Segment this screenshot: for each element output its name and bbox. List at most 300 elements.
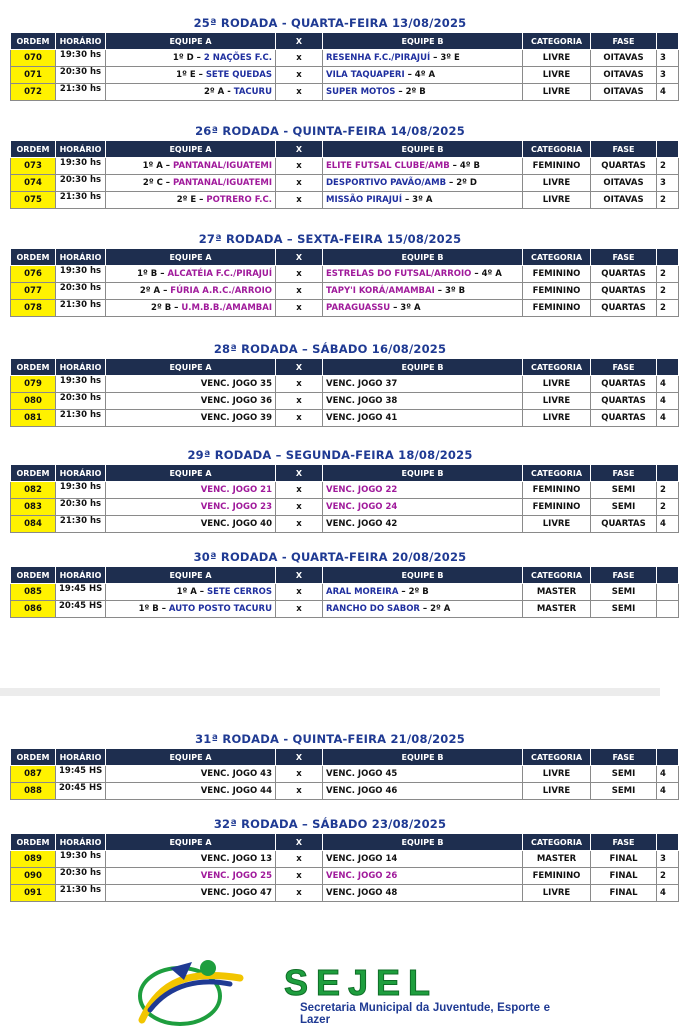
round-26 bbox=[0, 122, 666, 209]
team-a-cell bbox=[106, 266, 276, 283]
team-a-cell bbox=[106, 868, 276, 885]
team-a-name: VENC. JOGO 23 bbox=[200, 502, 272, 512]
game-time: 19:30 hs bbox=[56, 266, 106, 283]
team-a-cell bbox=[106, 499, 276, 516]
game-time: 19:30 hs bbox=[56, 50, 106, 67]
table-row bbox=[11, 499, 679, 516]
team-b-cell bbox=[323, 376, 523, 393]
team-a-cell bbox=[106, 410, 276, 427]
game-number: 084 bbox=[11, 516, 56, 533]
team-a-name: VENC. JOGO 36 bbox=[200, 396, 272, 406]
header-equipe-b: EQUIPE B bbox=[323, 33, 523, 50]
game-phase: FINAL bbox=[591, 851, 657, 868]
team-b-position: – 4º A bbox=[404, 70, 436, 80]
team-b-name: VENC. JOGO 38 bbox=[326, 396, 398, 406]
game-extra: 4 bbox=[657, 410, 679, 427]
team-a-cell bbox=[106, 516, 276, 533]
team-a-position: 1º B – bbox=[137, 269, 168, 279]
table-row bbox=[11, 158, 679, 175]
team-b-name: VENC. JOGO 41 bbox=[326, 413, 398, 423]
game-phase: QUARTAS bbox=[591, 393, 657, 410]
game-category: LIVRE bbox=[523, 393, 591, 410]
header-categoria: CATEGORIA bbox=[523, 465, 591, 482]
game-category: LIVRE bbox=[523, 766, 591, 783]
game-phase: QUARTAS bbox=[591, 376, 657, 393]
table-row bbox=[11, 175, 679, 192]
versus-mark: x bbox=[276, 885, 323, 902]
versus-mark: x bbox=[276, 766, 323, 783]
table-row bbox=[11, 868, 679, 885]
table-row bbox=[11, 300, 679, 317]
team-b-cell bbox=[323, 885, 523, 902]
header-fase: FASE bbox=[591, 249, 657, 266]
round-title: 25ª RODADA - QUARTA-FEIRA 13/08/2025 bbox=[193, 16, 467, 30]
table-row bbox=[11, 410, 679, 427]
header-horario: HORÁRIO bbox=[56, 834, 106, 851]
header-equipe-a: EQUIPE A bbox=[106, 749, 276, 766]
header-equipe-a: EQUIPE A bbox=[106, 359, 276, 376]
team-a-position: 1º A – bbox=[142, 161, 173, 171]
game-extra: 3 bbox=[657, 67, 679, 84]
team-b-name: MISSÃO PIRAJUÍ bbox=[326, 195, 402, 205]
header-equipe-a: EQUIPE A bbox=[106, 141, 276, 158]
table-header-row bbox=[11, 249, 679, 266]
round-title: 27ª RODADA – SEXTA-FEIRA 15/08/2025 bbox=[198, 232, 462, 246]
versus-mark: x bbox=[276, 868, 323, 885]
team-b-position: – 3º A bbox=[390, 303, 421, 313]
header-horario: HORÁRIO bbox=[56, 465, 106, 482]
game-time: 19:30 hs bbox=[56, 158, 106, 175]
team-a-name: VENC. JOGO 47 bbox=[200, 888, 272, 898]
versus-mark: x bbox=[276, 783, 323, 800]
team-b-cell bbox=[323, 300, 523, 317]
team-a-name: VENC. JOGO 13 bbox=[200, 854, 272, 864]
team-b-position: – 4º B bbox=[449, 161, 481, 171]
game-time: 20:30 hs bbox=[56, 67, 106, 84]
team-a-name: VENC. JOGO 35 bbox=[200, 379, 272, 389]
game-number: 082 bbox=[11, 482, 56, 499]
header-x: X bbox=[276, 465, 323, 482]
game-category: LIVRE bbox=[523, 516, 591, 533]
game-number: 070 bbox=[11, 50, 56, 67]
games-table bbox=[10, 833, 679, 902]
game-category: LIVRE bbox=[523, 192, 591, 209]
team-b-cell bbox=[323, 499, 523, 516]
header-ordem: ORDEM bbox=[11, 749, 56, 766]
game-phase: SEMI bbox=[591, 499, 657, 516]
game-phase: SEMI bbox=[591, 783, 657, 800]
game-phase: OITAVAS bbox=[591, 192, 657, 209]
round-title: 30ª RODADA - QUARTA-FEIRA 20/08/2025 bbox=[193, 550, 467, 564]
game-extra: 3 bbox=[657, 851, 679, 868]
game-extra: 2 bbox=[657, 158, 679, 175]
game-time: 19:30 hs bbox=[56, 482, 106, 499]
game-extra: 4 bbox=[657, 376, 679, 393]
versus-mark: x bbox=[276, 851, 323, 868]
table-row bbox=[11, 783, 679, 800]
header-ordem: ORDEM bbox=[11, 249, 56, 266]
team-a-cell bbox=[106, 300, 276, 317]
game-category: LIVRE bbox=[523, 410, 591, 427]
table-row bbox=[11, 766, 679, 783]
team-a-cell bbox=[106, 584, 276, 601]
header-x: X bbox=[276, 141, 323, 158]
header-x: X bbox=[276, 33, 323, 50]
team-b-position: – 2º B bbox=[395, 87, 426, 97]
table-header-row bbox=[11, 141, 679, 158]
header-fase: FASE bbox=[591, 465, 657, 482]
header-categoria: CATEGORIA bbox=[523, 33, 591, 50]
header-equipe-b: EQUIPE B bbox=[323, 834, 523, 851]
header-equipe-b: EQUIPE B bbox=[323, 465, 523, 482]
team-b-cell bbox=[323, 766, 523, 783]
game-number: 090 bbox=[11, 868, 56, 885]
table-header-row bbox=[11, 834, 679, 851]
header-extra bbox=[657, 749, 679, 766]
header-horario: HORÁRIO bbox=[56, 141, 106, 158]
team-b-cell bbox=[323, 410, 523, 427]
game-phase: FINAL bbox=[591, 885, 657, 902]
team-a-cell bbox=[106, 783, 276, 800]
header-fase: FASE bbox=[591, 567, 657, 584]
header-equipe-a: EQUIPE A bbox=[106, 465, 276, 482]
header-equipe-b: EQUIPE B bbox=[323, 749, 523, 766]
game-phase: QUARTAS bbox=[591, 266, 657, 283]
team-b-name: SUPER MOTOS bbox=[326, 87, 396, 97]
team-a-name: ALCATÉIA F.C./PIRAJUÍ bbox=[167, 269, 272, 279]
team-b-name: VENC. JOGO 14 bbox=[326, 854, 398, 864]
round-31 bbox=[0, 730, 666, 800]
team-b-name: VENC. JOGO 22 bbox=[326, 485, 398, 495]
header-x: X bbox=[276, 749, 323, 766]
header-ordem: ORDEM bbox=[11, 834, 56, 851]
team-a-name: 2 NAÇÕES F.C. bbox=[203, 53, 272, 63]
game-time: 19:30 hs bbox=[56, 376, 106, 393]
header-equipe-b: EQUIPE B bbox=[323, 141, 523, 158]
header-x: X bbox=[276, 359, 323, 376]
team-b-cell bbox=[323, 192, 523, 209]
games-table bbox=[10, 566, 679, 618]
versus-mark: x bbox=[276, 283, 323, 300]
game-extra: 4 bbox=[657, 783, 679, 800]
header-extra bbox=[657, 834, 679, 851]
header-categoria: CATEGORIA bbox=[523, 567, 591, 584]
team-b-cell bbox=[323, 266, 523, 283]
team-a-cell bbox=[106, 885, 276, 902]
game-category: LIVRE bbox=[523, 376, 591, 393]
team-a-cell bbox=[106, 158, 276, 175]
round-title: 29ª RODADA – SEGUNDA-FEIRA 18/08/2025 bbox=[187, 448, 473, 462]
team-b-position: – 2º B bbox=[398, 587, 429, 597]
game-category: LIVRE bbox=[523, 783, 591, 800]
team-a-name: POTRERO F.C. bbox=[206, 195, 272, 205]
game-time: 19:30 hs bbox=[56, 851, 106, 868]
team-a-cell bbox=[106, 84, 276, 101]
team-a-position: 1º E – bbox=[176, 70, 206, 80]
header-categoria: CATEGORIA bbox=[523, 249, 591, 266]
header-extra bbox=[657, 567, 679, 584]
table-row bbox=[11, 67, 679, 84]
team-b-cell bbox=[323, 393, 523, 410]
game-number: 076 bbox=[11, 266, 56, 283]
team-a-name: VENC. JOGO 39 bbox=[200, 413, 272, 423]
team-b-name: VENC. JOGO 45 bbox=[326, 769, 398, 779]
header-equipe-a: EQUIPE A bbox=[106, 249, 276, 266]
game-extra: 2 bbox=[657, 283, 679, 300]
game-category: MASTER bbox=[523, 584, 591, 601]
game-category: FEMININO bbox=[523, 158, 591, 175]
game-category: LIVRE bbox=[523, 67, 591, 84]
game-number: 089 bbox=[11, 851, 56, 868]
team-a-cell bbox=[106, 67, 276, 84]
sejel-name: SEJEL bbox=[284, 962, 439, 1003]
game-time: 21:30 hs bbox=[56, 885, 106, 902]
game-phase: SEMI bbox=[591, 766, 657, 783]
sejel-emblem-icon bbox=[130, 950, 260, 1024]
game-extra: 4 bbox=[657, 393, 679, 410]
team-a-cell bbox=[106, 50, 276, 67]
game-number: 079 bbox=[11, 376, 56, 393]
game-time: 20:30 hs bbox=[56, 868, 106, 885]
versus-mark: x bbox=[276, 601, 323, 618]
table-row bbox=[11, 584, 679, 601]
header-ordem: ORDEM bbox=[11, 567, 56, 584]
game-number: 080 bbox=[11, 393, 56, 410]
team-a-name: AUTO POSTO TACURU bbox=[168, 604, 272, 614]
game-phase: QUARTAS bbox=[591, 300, 657, 317]
team-b-name: ELITE FUTSAL CLUBE/AMB bbox=[326, 161, 450, 171]
game-phase: SEMI bbox=[591, 584, 657, 601]
game-phase: SEMI bbox=[591, 601, 657, 618]
team-b-cell bbox=[323, 601, 523, 618]
game-number: 073 bbox=[11, 158, 56, 175]
versus-mark: x bbox=[276, 516, 323, 533]
team-a-cell bbox=[106, 376, 276, 393]
team-a-cell bbox=[106, 175, 276, 192]
versus-mark: x bbox=[276, 67, 323, 84]
game-extra: 2 bbox=[657, 266, 679, 283]
team-a-name: VENC. JOGO 43 bbox=[200, 769, 272, 779]
team-b-position: – 4º A bbox=[471, 269, 502, 279]
game-time: 21:30 hs bbox=[56, 300, 106, 317]
team-b-position: – 3º E bbox=[430, 53, 460, 63]
header-horario: HORÁRIO bbox=[56, 749, 106, 766]
versus-mark: x bbox=[276, 50, 323, 67]
game-time: 21:30 hs bbox=[56, 84, 106, 101]
sejel-subtitle: Secretaria Municipal da Juventude, Esporte e Lazer bbox=[300, 1002, 550, 1026]
team-b-cell bbox=[323, 50, 523, 67]
header-horario: HORÁRIO bbox=[56, 359, 106, 376]
game-number: 074 bbox=[11, 175, 56, 192]
game-phase: OITAVAS bbox=[591, 175, 657, 192]
team-b-name: VENC. JOGO 37 bbox=[326, 379, 398, 389]
round-title: 31ª RODADA - QUINTA-FEIRA 21/08/2025 bbox=[195, 732, 465, 746]
table-header-row bbox=[11, 359, 679, 376]
team-b-cell bbox=[323, 482, 523, 499]
team-a-cell bbox=[106, 601, 276, 618]
game-phase: QUARTAS bbox=[591, 410, 657, 427]
game-extra bbox=[657, 584, 679, 601]
versus-mark: x bbox=[276, 393, 323, 410]
game-time: 20:45 HS bbox=[56, 783, 106, 800]
table-row bbox=[11, 885, 679, 902]
table-header-row bbox=[11, 33, 679, 50]
header-equipe-a: EQUIPE A bbox=[106, 834, 276, 851]
game-time: 20:45 HS bbox=[56, 601, 106, 618]
game-phase: QUARTAS bbox=[591, 516, 657, 533]
header-horario: HORÁRIO bbox=[56, 249, 106, 266]
table-row bbox=[11, 516, 679, 533]
game-time: 20:30 hs bbox=[56, 283, 106, 300]
game-time: 20:30 hs bbox=[56, 499, 106, 516]
team-a-cell bbox=[106, 482, 276, 499]
team-b-name: ESTRELAS DO FUTSAL/ARROIO bbox=[326, 269, 472, 279]
team-a-name: U.M.B.B./AMAMBAI bbox=[181, 303, 272, 313]
team-b-name: RANCHO DO SABOR bbox=[326, 604, 420, 614]
round-29 bbox=[0, 446, 666, 533]
header-equipe-b: EQUIPE B bbox=[323, 567, 523, 584]
team-a-name: SETE CERROS bbox=[207, 587, 272, 597]
team-b-name: ARAL MOREIRA bbox=[326, 587, 399, 597]
team-b-cell bbox=[323, 783, 523, 800]
game-category: FEMININO bbox=[523, 266, 591, 283]
game-time: 19:45 HS bbox=[56, 584, 106, 601]
game-number: 088 bbox=[11, 783, 56, 800]
game-number: 077 bbox=[11, 283, 56, 300]
team-b-cell bbox=[323, 584, 523, 601]
team-a-cell bbox=[106, 393, 276, 410]
team-b-name: VENC. JOGO 48 bbox=[326, 888, 398, 898]
table-row bbox=[11, 482, 679, 499]
team-a-position: 2º E – bbox=[176, 195, 207, 205]
game-time: 19:45 HS bbox=[56, 766, 106, 783]
header-fase: FASE bbox=[591, 33, 657, 50]
header-x: X bbox=[276, 249, 323, 266]
header-x: X bbox=[276, 834, 323, 851]
game-extra bbox=[657, 601, 679, 618]
header-extra bbox=[657, 141, 679, 158]
game-number: 087 bbox=[11, 766, 56, 783]
game-category: FEMININO bbox=[523, 300, 591, 317]
games-table bbox=[10, 140, 679, 209]
round-title: 28ª RODADA – SÁBADO 16/08/2025 bbox=[213, 342, 447, 356]
game-phase: OITAVAS bbox=[591, 67, 657, 84]
game-extra: 4 bbox=[657, 84, 679, 101]
game-extra: 2 bbox=[657, 300, 679, 317]
games-table bbox=[10, 32, 679, 101]
game-phase: QUARTAS bbox=[591, 158, 657, 175]
round-32 bbox=[0, 815, 666, 902]
table-row bbox=[11, 50, 679, 67]
team-a-position: 1º D – bbox=[172, 53, 204, 63]
header-extra bbox=[657, 33, 679, 50]
game-category: MASTER bbox=[523, 601, 591, 618]
header-equipe-b: EQUIPE B bbox=[323, 359, 523, 376]
table-row bbox=[11, 601, 679, 618]
header-fase: FASE bbox=[591, 359, 657, 376]
header-ordem: ORDEM bbox=[11, 465, 56, 482]
team-b-position: – 2º A bbox=[419, 604, 451, 614]
game-category: MASTER bbox=[523, 851, 591, 868]
game-time: 21:30 hs bbox=[56, 516, 106, 533]
game-phase: FINAL bbox=[591, 868, 657, 885]
game-number: 072 bbox=[11, 84, 56, 101]
game-number: 075 bbox=[11, 192, 56, 209]
table-row bbox=[11, 851, 679, 868]
game-number: 083 bbox=[11, 499, 56, 516]
page-separator bbox=[0, 688, 660, 696]
team-b-cell bbox=[323, 851, 523, 868]
team-a-name: VENC. JOGO 25 bbox=[200, 871, 272, 881]
versus-mark: x bbox=[276, 192, 323, 209]
table-header-row bbox=[11, 567, 679, 584]
team-a-cell bbox=[106, 766, 276, 783]
round-27 bbox=[0, 230, 666, 317]
team-a-name: TACURU bbox=[233, 87, 272, 97]
team-a-position: 2º B – bbox=[151, 303, 182, 313]
game-number: 085 bbox=[11, 584, 56, 601]
game-category: LIVRE bbox=[523, 175, 591, 192]
team-b-name: VENC. JOGO 24 bbox=[326, 502, 398, 512]
versus-mark: x bbox=[276, 410, 323, 427]
team-a-cell bbox=[106, 851, 276, 868]
table-row bbox=[11, 192, 679, 209]
game-number: 071 bbox=[11, 67, 56, 84]
versus-mark: x bbox=[276, 266, 323, 283]
game-time: 20:30 hs bbox=[56, 175, 106, 192]
game-phase: OITAVAS bbox=[591, 50, 657, 67]
table-row bbox=[11, 283, 679, 300]
header-extra bbox=[657, 249, 679, 266]
header-x: X bbox=[276, 567, 323, 584]
game-extra: 4 bbox=[657, 885, 679, 902]
game-extra: 2 bbox=[657, 499, 679, 516]
game-extra: 4 bbox=[657, 516, 679, 533]
game-time: 21:30 hs bbox=[56, 410, 106, 427]
versus-mark: x bbox=[276, 84, 323, 101]
versus-mark: x bbox=[276, 482, 323, 499]
team-a-name: VENC. JOGO 40 bbox=[200, 519, 272, 529]
team-b-cell bbox=[323, 283, 523, 300]
header-categoria: CATEGORIA bbox=[523, 834, 591, 851]
game-extra: 2 bbox=[657, 482, 679, 499]
table-row bbox=[11, 393, 679, 410]
round-title: 32ª RODADA – SÁBADO 23/08/2025 bbox=[213, 817, 447, 831]
header-categoria: CATEGORIA bbox=[523, 359, 591, 376]
team-a-position: 1º A – bbox=[176, 587, 208, 597]
games-table bbox=[10, 464, 679, 533]
versus-mark: x bbox=[276, 376, 323, 393]
games-table bbox=[10, 248, 679, 317]
round-title: 26ª RODADA - QUINTA-FEIRA 14/08/2025 bbox=[195, 124, 465, 138]
team-a-position: 2º A – bbox=[139, 286, 171, 296]
team-b-name: VENC. JOGO 26 bbox=[326, 871, 398, 881]
header-fase: FASE bbox=[591, 141, 657, 158]
game-category: FEMININO bbox=[523, 482, 591, 499]
team-b-name: VILA TAQUAPERI bbox=[326, 70, 405, 80]
header-extra bbox=[657, 359, 679, 376]
game-category: LIVRE bbox=[523, 50, 591, 67]
team-b-name: DESPORTIVO PAVÃO/AMB bbox=[326, 178, 447, 188]
header-ordem: ORDEM bbox=[11, 359, 56, 376]
game-extra: 2 bbox=[657, 192, 679, 209]
header-categoria: CATEGORIA bbox=[523, 749, 591, 766]
game-extra: 2 bbox=[657, 868, 679, 885]
header-equipe-b: EQUIPE B bbox=[323, 249, 523, 266]
games-table bbox=[10, 748, 679, 800]
team-a-name: SETE QUEDAS bbox=[205, 70, 272, 80]
team-b-position: – 3º A bbox=[402, 195, 433, 205]
